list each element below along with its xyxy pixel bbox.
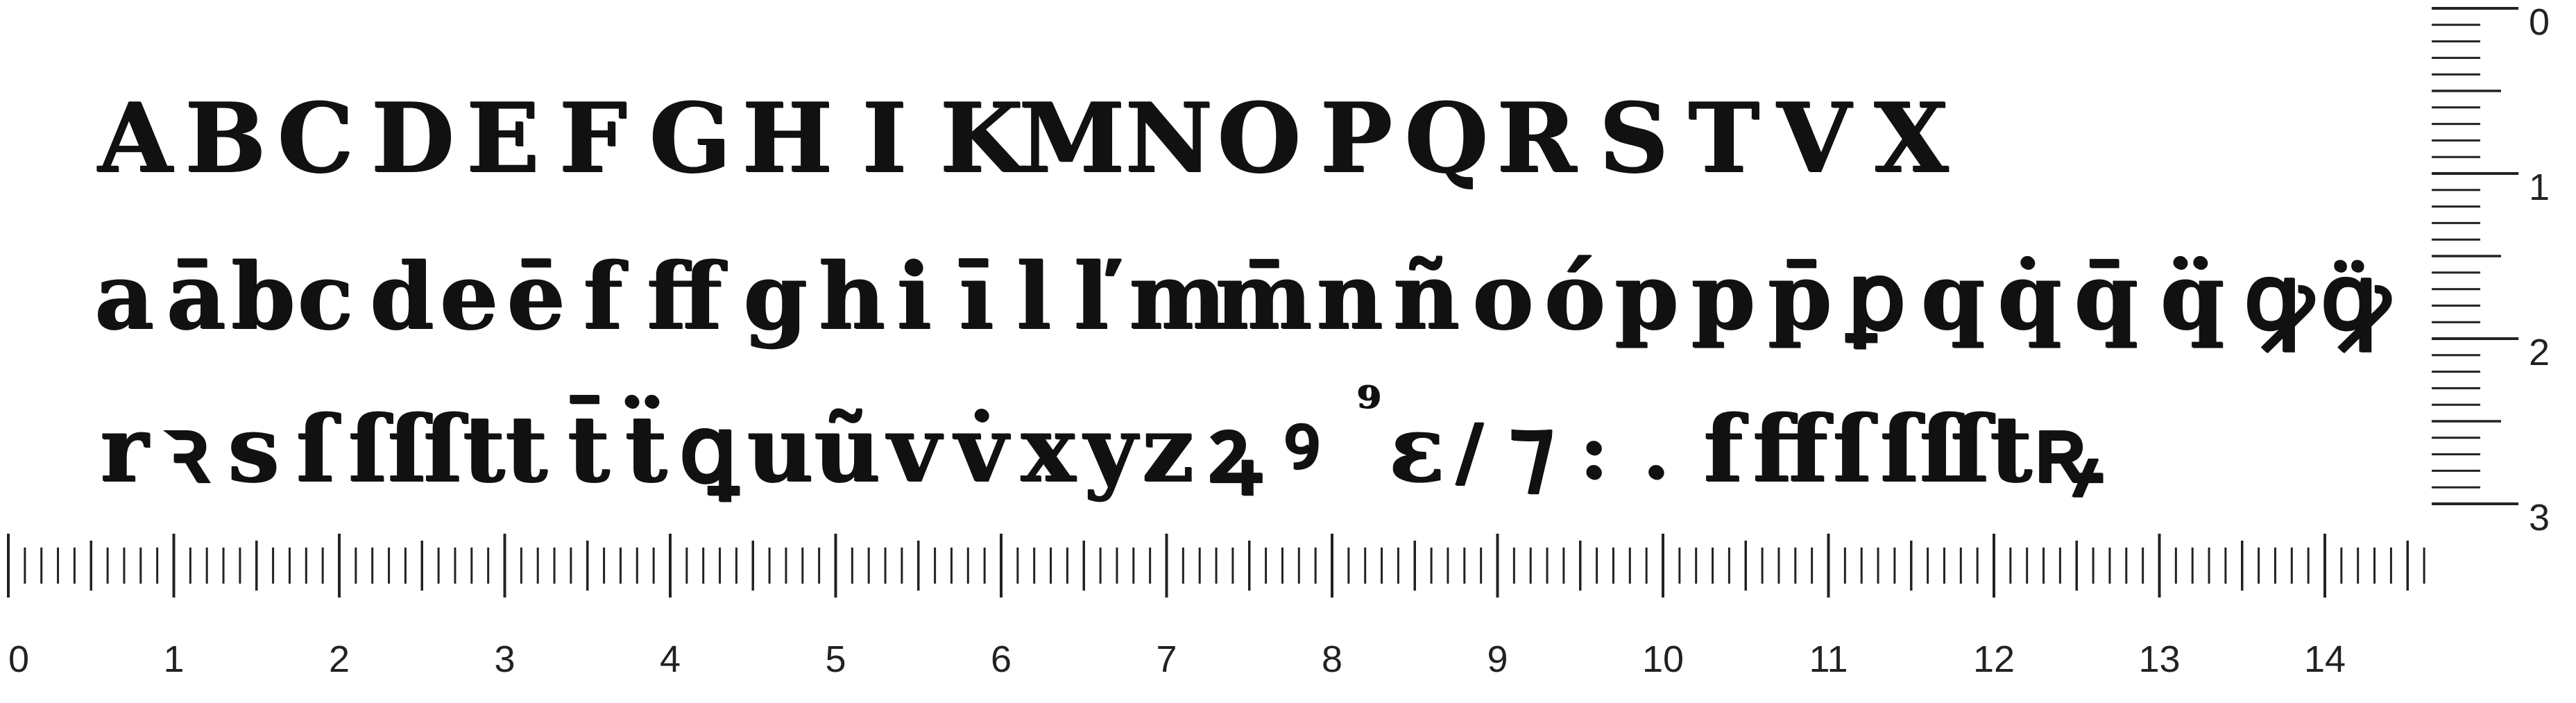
ruler-label: 5: [825, 638, 846, 680]
glyph: u: [747, 396, 814, 503]
glyph: H: [742, 81, 833, 194]
glyph: /: [1456, 407, 1484, 496]
ruler-label: 13: [2138, 638, 2181, 680]
ruler-label: 4: [659, 638, 681, 680]
glyph: .: [1643, 407, 1670, 496]
glyph: y: [1084, 396, 1138, 503]
glyph: q̈: [2160, 243, 2225, 350]
glyph: t̄: [568, 396, 611, 503]
glyph: v̇: [955, 396, 1008, 503]
ruler-label: 9: [1487, 638, 1508, 680]
ruler-label: 1: [163, 638, 185, 680]
glyph: ī: [959, 243, 994, 350]
ruler-label: 0: [2529, 1, 2550, 43]
glyph: ſſ: [348, 396, 427, 503]
glyph: P: [1320, 81, 1392, 194]
glyph: ā: [167, 243, 226, 350]
glyph: q: [1921, 243, 1986, 350]
glyph: q̄: [2074, 243, 2139, 350]
glyph: K: [940, 81, 1023, 194]
glyph: m: [1129, 243, 1227, 350]
ruler-label: 2: [2529, 332, 2550, 373]
glyph: D: [371, 81, 454, 194]
glyph: n: [1316, 243, 1383, 350]
glyph: p: [1614, 243, 1679, 350]
glyph: ꝛ: [164, 396, 209, 503]
glyph: G: [649, 81, 731, 194]
ruler-label: 11: [1809, 638, 1848, 680]
glyph: ff: [647, 243, 722, 350]
glyph: ſt: [423, 396, 506, 503]
glyph: O: [1217, 81, 1302, 194]
glyph: e: [440, 243, 499, 350]
glyph: h: [819, 243, 886, 350]
ruler-label: 12: [1972, 638, 2015, 680]
glyph: ꝶ: [2033, 396, 2103, 503]
glyph: M: [1018, 81, 1125, 194]
glyph: f: [583, 243, 623, 350]
glyph: ɛ: [1389, 396, 1445, 503]
glyph: l: [1016, 243, 1052, 350]
ruler-label: 10: [1641, 638, 1684, 680]
glyph: ē: [506, 243, 565, 350]
glyph: ff: [1752, 396, 1828, 503]
glyph: a: [94, 243, 155, 350]
glyph: ꝙ̈: [2321, 243, 2390, 350]
glyph: C: [278, 81, 354, 194]
glyph: i: [896, 243, 932, 350]
glyph: p: [1691, 243, 1756, 350]
ruler-label: 0: [8, 638, 30, 680]
glyph: X: [1874, 81, 1949, 194]
glyph: ſ: [1832, 396, 1873, 503]
glyph: S: [1599, 81, 1669, 194]
glyph: v: [887, 396, 941, 503]
glyph: E: [466, 81, 540, 194]
glyph: ꝗ: [679, 396, 738, 503]
vertical-ruler: [2432, 1, 2550, 539]
glyph: b: [231, 243, 296, 350]
glyph: d: [370, 243, 434, 350]
glyph: R: [1496, 81, 1577, 194]
glyph: ꝑ: [1847, 243, 1906, 350]
glyph: f: [1703, 396, 1743, 503]
glyph: m̄: [1215, 243, 1313, 350]
glyph: r: [100, 396, 149, 503]
glyph: ⁊: [1509, 396, 1555, 503]
glyph: T: [1688, 81, 1760, 194]
glyph: F: [559, 81, 627, 194]
glyph: Q: [1404, 81, 1489, 194]
glyph: s: [228, 396, 280, 503]
glyph: t: [505, 396, 548, 503]
ruler-label: 8: [1321, 638, 1343, 680]
glyph: ũ: [814, 396, 881, 503]
glyph: ſt: [1950, 396, 2033, 503]
ruler-label: 1: [2529, 167, 2550, 208]
glyph: ⁹: [1356, 374, 1381, 439]
glyph: ó: [1544, 243, 1606, 350]
glyph: ꝙ: [2244, 243, 2313, 350]
ruler-label: 3: [2529, 497, 2550, 539]
glyph: ꝝ: [1209, 396, 1262, 503]
glyph: ñ: [1393, 243, 1460, 350]
ruler-label: 2: [328, 638, 350, 680]
ruler-label: 14: [2303, 638, 2346, 680]
ruler-label: 3: [494, 638, 515, 680]
glyph: ſſ: [1880, 396, 1959, 503]
glyph: q̇: [1997, 243, 2062, 350]
glyph: ſ: [296, 396, 336, 503]
glyph: ꝰ: [1284, 396, 1320, 503]
glyph: B: [185, 81, 266, 194]
glyph: p̄: [1768, 243, 1832, 350]
glyph: ľ: [1074, 243, 1109, 350]
glyph: z: [1142, 396, 1195, 503]
horizontal-ruler: [8, 534, 2424, 680]
glyph: c: [298, 243, 354, 350]
glyph: o: [1472, 243, 1534, 350]
glyph: A: [98, 81, 173, 194]
glyph: g: [743, 243, 808, 350]
glyph: I: [862, 81, 907, 194]
ruler-label: 7: [1156, 638, 1177, 680]
glyph: V: [1777, 81, 1852, 194]
glyph: N: [1125, 81, 1213, 194]
glyph: x: [1021, 396, 1076, 503]
ruler-label: 6: [990, 638, 1012, 680]
glyph: :: [1580, 407, 1608, 496]
glyph: ẗ: [625, 396, 667, 503]
